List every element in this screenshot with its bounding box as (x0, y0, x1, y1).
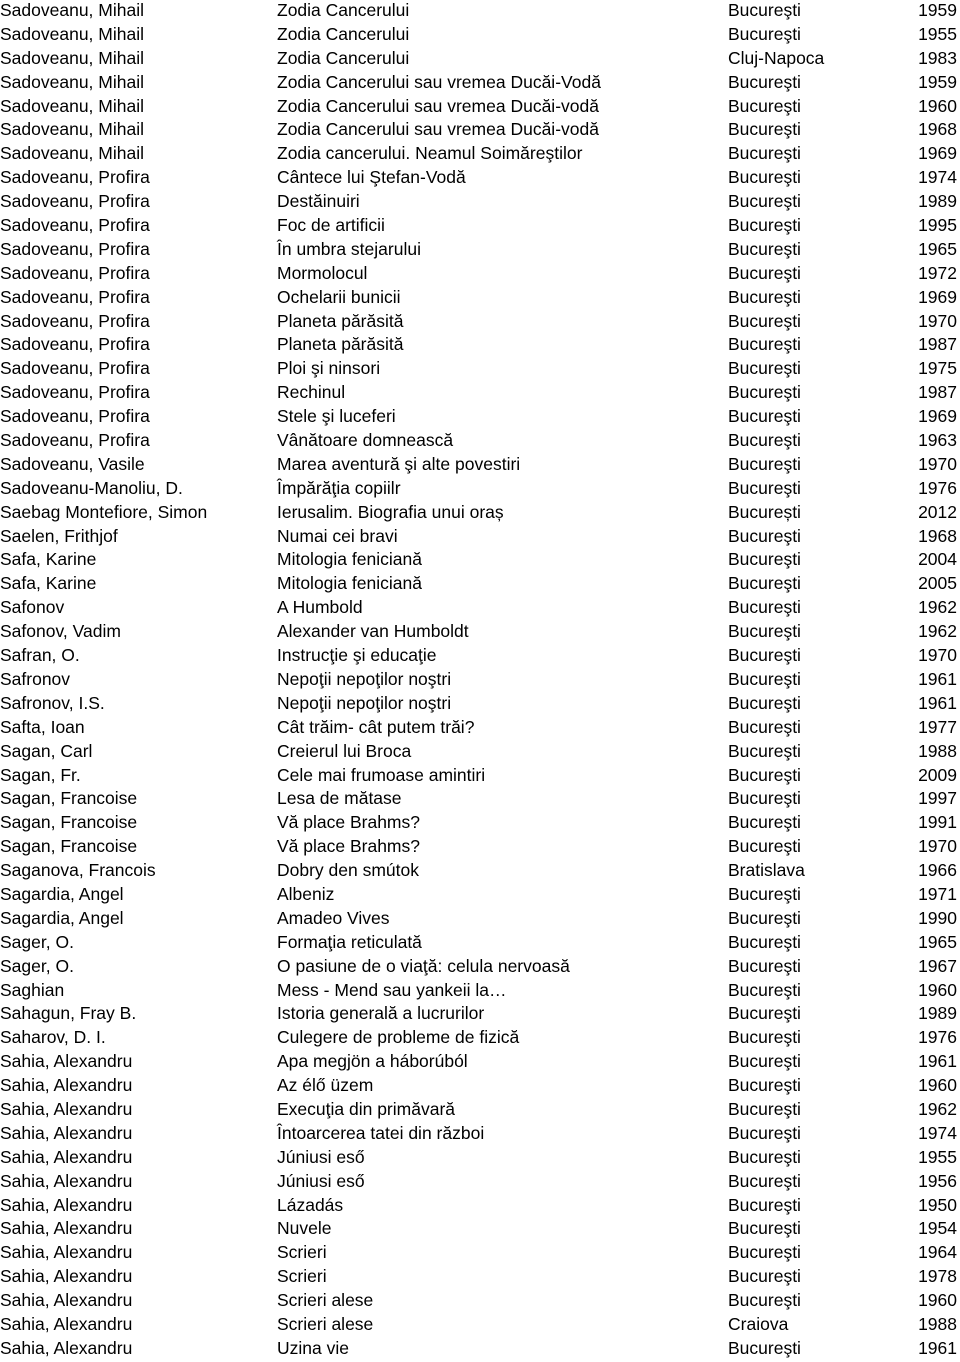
catalog-row (0, 0, 960, 24)
catalog-row (0, 526, 960, 550)
author-cell: Sahia, Alexandru (0, 1098, 133, 1119)
title-cell: Instrucţie şi educaţie (277, 645, 437, 666)
title-cell: Execuţia din primăvară (277, 1098, 455, 1119)
year-cell: 1960 (918, 979, 957, 1000)
title-cell: Scrieri alese (277, 1290, 374, 1311)
city-cell: Cluj-Napoca (728, 47, 825, 68)
year-cell: 1969 (918, 143, 957, 164)
author-cell: Safonov, Vadim (0, 621, 121, 642)
city-cell: Bucureşti (728, 692, 801, 713)
city-cell: Bucureşti (728, 1337, 801, 1358)
year-cell: 1995 (918, 215, 957, 236)
title-cell: Albeniz (277, 883, 335, 904)
city-cell: Bucureşti (728, 1075, 801, 1096)
year-cell: 1987 (918, 334, 957, 355)
catalog-row (0, 48, 960, 72)
catalog-row (0, 1075, 960, 1099)
title-cell: Zodia Cancerului (277, 23, 410, 44)
city-cell: Bucureşti (728, 143, 801, 164)
title-cell: Împărăţia copiilr (277, 477, 401, 498)
catalog-row (0, 549, 960, 573)
catalog-row (0, 693, 960, 717)
title-cell: Mitologia feniciană (277, 549, 422, 570)
city-cell: București (728, 501, 801, 522)
author-cell: Sager, O. (0, 931, 74, 952)
year-cell: 1959 (918, 71, 957, 92)
city-cell: Bucureşti (728, 262, 801, 283)
year-cell: 1970 (918, 310, 957, 331)
author-cell: Safa, Karine (0, 549, 97, 570)
title-cell: Zodia Cancerului (277, 0, 410, 20)
author-cell: Saghian (0, 979, 65, 1000)
city-cell: Bucureşti (728, 740, 801, 761)
city-cell: Bucureşti (728, 1122, 801, 1143)
city-cell: Bucureşti (728, 597, 801, 618)
city-cell: Bucureşti (728, 955, 801, 976)
catalog-row (0, 884, 960, 908)
year-cell: 1970 (918, 453, 957, 474)
year-cell: 1974 (918, 167, 957, 188)
author-cell: Sahia, Alexandru (0, 1242, 133, 1263)
city-cell: Bucureşti (728, 430, 801, 451)
author-cell: Saganova, Francois (0, 860, 156, 881)
title-cell: Scrieri (277, 1242, 327, 1263)
author-cell: Sager, O. (0, 955, 74, 976)
title-cell: Dobry den smútok (277, 860, 420, 881)
catalog-row (0, 96, 960, 120)
catalog-row (0, 621, 960, 645)
year-cell: 1960 (918, 1290, 957, 1311)
title-cell: Lázadás (277, 1194, 344, 1215)
year-cell: 1960 (918, 1075, 957, 1096)
catalog-row (0, 143, 960, 167)
year-cell: 1964 (918, 1242, 957, 1263)
catalog-row (0, 573, 960, 597)
catalog-row (0, 239, 960, 263)
title-cell: Lesa de mătase (277, 788, 402, 809)
catalog-row (0, 191, 960, 215)
city-cell: Bucureşti (728, 812, 801, 833)
year-cell: 1997 (918, 788, 957, 809)
year-cell: 1960 (918, 95, 957, 116)
title-cell: Scrieri alese (277, 1313, 374, 1334)
year-cell: 1965 (918, 238, 957, 259)
city-cell: Bucureşti (728, 1003, 801, 1024)
city-cell: Bucureşti (728, 71, 801, 92)
author-cell: Sahia, Alexandru (0, 1290, 133, 1311)
city-cell: Bucureşti (728, 477, 801, 498)
city-cell: Bucureşti (728, 883, 801, 904)
catalog-row (0, 1338, 960, 1362)
city-cell: Bucureşti (728, 668, 801, 689)
catalog-row (0, 860, 960, 884)
title-cell: Zodia cancerului. Neamul Soimăreştilor (277, 143, 583, 164)
city-cell: Bucureşti (728, 1290, 801, 1311)
year-cell: 1965 (918, 931, 957, 952)
author-cell: Sahia, Alexandru (0, 1194, 133, 1215)
catalog-row (0, 1171, 960, 1195)
catalog-row (0, 406, 960, 430)
city-cell: Bucureşti (728, 621, 801, 642)
title-cell: Az élő üzem (277, 1075, 374, 1096)
catalog-row (0, 908, 960, 932)
year-cell: 1950 (918, 1194, 957, 1215)
year-cell: 1970 (918, 645, 957, 666)
author-cell: Sagan, Fr. (0, 764, 81, 785)
catalog-row (0, 597, 960, 621)
year-cell: 1975 (918, 358, 957, 379)
author-cell: Safonov (0, 597, 65, 618)
author-cell: Safta, Ioan (0, 716, 85, 737)
city-cell: Bucureşti (728, 406, 801, 427)
title-cell: O pasiune de o viaţă: celula nervoasă (277, 955, 570, 976)
author-cell: Sadoveanu, Profira (0, 238, 150, 259)
city-cell: Bucureşti (728, 645, 801, 666)
author-cell: Sagan, Francoise (0, 788, 138, 809)
title-cell: Mormolocul (277, 262, 368, 283)
author-cell: Sagan, Francoise (0, 836, 138, 857)
city-cell: Craiova (728, 1313, 789, 1334)
author-cell: Sahia, Alexandru (0, 1051, 133, 1072)
title-cell: Nuvele (277, 1218, 332, 1239)
author-cell: Sagan, Carl (0, 740, 93, 761)
title-cell: Ierusalim. Biografia unui oraș (277, 501, 504, 522)
year-cell: 1972 (918, 262, 957, 283)
title-cell: Numai cei bravi (277, 525, 398, 546)
city-cell: Bucureşti (728, 1098, 801, 1119)
year-cell: 1991 (918, 812, 957, 833)
catalog-row (0, 1290, 960, 1314)
author-cell: Sadoveanu, Mihail (0, 71, 144, 92)
catalog-row (0, 478, 960, 502)
city-cell: Bucureşti (728, 573, 801, 594)
author-cell: Sadoveanu, Profira (0, 334, 150, 355)
city-cell: Bucureşti (728, 764, 801, 785)
author-cell: Sadoveanu, Mihail (0, 0, 144, 20)
catalog-row (0, 334, 960, 358)
year-cell: 1955 (918, 23, 957, 44)
author-cell: Sadoveanu, Mihail (0, 143, 144, 164)
author-cell: Sahia, Alexandru (0, 1313, 133, 1334)
year-cell: 1961 (918, 692, 957, 713)
year-cell: 1977 (918, 716, 957, 737)
year-cell: 1956 (918, 1170, 957, 1191)
author-cell: Sadoveanu, Profira (0, 286, 150, 307)
title-cell: Cât trăim- cât putem trăi? (277, 716, 475, 737)
author-cell: Sadoveanu, Profira (0, 358, 150, 379)
author-cell: Saelen, Frithjof (0, 525, 118, 546)
city-cell: Bucureşti (728, 1146, 801, 1167)
catalog-row (0, 311, 960, 335)
author-cell: Sadoveanu, Profira (0, 262, 150, 283)
year-cell: 1955 (918, 1146, 957, 1167)
year-cell: 1961 (918, 1337, 957, 1358)
year-cell: 1990 (918, 907, 957, 928)
title-cell: Cele mai frumoase amintiri (277, 764, 486, 785)
author-cell: Sadoveanu-Manoliu, D. (0, 477, 183, 498)
title-cell: Formaţia reticulată (277, 931, 422, 952)
year-cell: 1962 (918, 1098, 957, 1119)
year-cell: 1961 (918, 1051, 957, 1072)
title-cell: Nepoţii nepoţilor noştri (277, 692, 452, 713)
catalog-row (0, 24, 960, 48)
catalog-row (0, 669, 960, 693)
author-cell: Sadoveanu, Mihail (0, 47, 144, 68)
city-cell: Bucureşti (728, 23, 801, 44)
author-cell: Sadoveanu, Vasile (0, 453, 145, 474)
city-cell: Bucureşti (728, 358, 801, 379)
city-cell: Bucureşti (728, 716, 801, 737)
catalog-row (0, 765, 960, 789)
author-cell: Sahia, Alexandru (0, 1122, 133, 1143)
year-cell: 1978 (918, 1266, 957, 1287)
catalog-row (0, 1242, 960, 1266)
title-cell: Uzina vie (277, 1337, 349, 1358)
year-cell: 1988 (918, 740, 957, 761)
catalog-row (0, 502, 960, 526)
year-cell: 1961 (918, 668, 957, 689)
title-cell: Foc de artificii (277, 215, 385, 236)
title-cell: Vă place Brahms? (277, 812, 420, 833)
title-cell: Apa megjön a háborúból (277, 1051, 468, 1072)
catalog-row (0, 741, 960, 765)
catalog-row (0, 1051, 960, 1075)
year-cell: 1988 (918, 1313, 957, 1334)
title-cell: A Humbold (277, 597, 363, 618)
city-cell: Bucureşti (728, 1218, 801, 1239)
catalog-row (0, 1147, 960, 1171)
author-cell: Sadoveanu, Profira (0, 215, 150, 236)
city-cell: Bucureşti (728, 836, 801, 857)
city-cell: Bucureşti (728, 1051, 801, 1072)
title-cell: Planeta părăsită (277, 310, 404, 331)
title-cell: Vă place Brahms? (277, 836, 420, 857)
title-cell: Nepoţii nepoţilor noştri (277, 668, 452, 689)
catalog-row (0, 1027, 960, 1051)
author-cell: Safa, Karine (0, 573, 97, 594)
title-cell: Destăinuiri (277, 191, 360, 212)
year-cell: 1983 (918, 47, 957, 68)
title-cell: Planeta părăsită (277, 334, 404, 355)
catalog-row (0, 1314, 960, 1338)
author-cell: Safran, O. (0, 645, 80, 666)
catalog-row (0, 454, 960, 478)
year-cell: 1989 (918, 1003, 957, 1024)
title-cell: Zodia Cancerului sau vremea Ducăi-vodă (277, 119, 599, 140)
author-cell: Sadoveanu, Mihail (0, 95, 144, 116)
city-cell: Bratislava (728, 860, 805, 881)
city-cell: Bucureşti (728, 119, 801, 140)
title-cell: Creierul lui Broca (277, 740, 412, 761)
city-cell: Bucureşti (728, 525, 801, 546)
city-cell: Bucureşti (728, 382, 801, 403)
year-cell: 1970 (918, 836, 957, 857)
title-cell: Vânătoare domnească (277, 430, 454, 451)
author-cell: Saharov, D. I. (0, 1027, 106, 1048)
city-cell: Bucureşti (728, 907, 801, 928)
city-cell: Bucureşti (728, 1170, 801, 1191)
catalog-row (0, 358, 960, 382)
title-cell: Stele şi luceferi (277, 406, 396, 427)
year-cell: 1968 (918, 525, 957, 546)
title-cell: Marea aventură şi alte povestiri (277, 453, 521, 474)
title-cell: Întoarcerea tatei din război (277, 1122, 485, 1143)
author-cell: Sahia, Alexandru (0, 1218, 133, 1239)
city-cell: Bucureşti (728, 238, 801, 259)
catalog-row (0, 263, 960, 287)
title-cell: Ochelarii bunicii (277, 286, 401, 307)
catalog-row (0, 645, 960, 669)
author-cell: Sagan, Francoise (0, 812, 138, 833)
year-cell: 1987 (918, 382, 957, 403)
year-cell: 1962 (918, 621, 957, 642)
catalog-row (0, 980, 960, 1004)
year-cell: 1966 (918, 860, 957, 881)
year-cell: 2005 (918, 573, 957, 594)
catalog-row (0, 1195, 960, 1219)
catalog-row (0, 956, 960, 980)
title-cell: Júniusi eső (277, 1170, 365, 1191)
city-cell: Bucureşti (728, 1194, 801, 1215)
catalog-row (0, 215, 960, 239)
title-cell: Júniusi eső (277, 1146, 365, 1167)
year-cell: 1962 (918, 597, 957, 618)
author-cell: Sadoveanu, Profira (0, 406, 150, 427)
year-cell: 2012 (918, 501, 957, 522)
catalog-row (0, 1218, 960, 1242)
title-cell: Culegere de probleme de fizică (277, 1027, 520, 1048)
catalog-row (0, 72, 960, 96)
author-cell: Sagardia, Angel (0, 883, 124, 904)
author-cell: Sahia, Alexandru (0, 1170, 133, 1191)
year-cell: 1974 (918, 1122, 957, 1143)
catalog-row (0, 1123, 960, 1147)
title-cell: Cântece lui Ştefan-Vodă (277, 167, 466, 188)
catalog-row (0, 430, 960, 454)
catalog-row (0, 382, 960, 406)
year-cell: 2009 (918, 764, 957, 785)
city-cell: Bucureşti (728, 95, 801, 116)
year-cell: 1971 (918, 883, 957, 904)
city-cell: Bucureşti (728, 191, 801, 212)
title-cell: Istoria generală a lucrurilor (277, 1003, 485, 1024)
catalog-row (0, 788, 960, 812)
city-cell: Bucureşti (728, 788, 801, 809)
city-cell: Bucureşti (728, 0, 801, 20)
title-cell: Rechinul (277, 382, 346, 403)
catalog-row (0, 1266, 960, 1290)
year-cell: 1976 (918, 1027, 957, 1048)
city-cell: Bucureşti (728, 1027, 801, 1048)
city-cell: Bucureşti (728, 1242, 801, 1263)
city-cell: Bucureşti (728, 979, 801, 1000)
year-cell: 2004 (918, 549, 957, 570)
author-cell: Sadoveanu, Mihail (0, 23, 144, 44)
title-cell: Alexander van Humboldt (277, 621, 469, 642)
year-cell: 1969 (918, 286, 957, 307)
catalog-row (0, 1099, 960, 1123)
city-cell: Bucureşti (728, 931, 801, 952)
title-cell: Zodia Cancerului sau vremea Ducăi-Vodă (277, 71, 601, 92)
city-cell: Bucureşti (728, 453, 801, 474)
title-cell: Zodia Cancerului (277, 47, 410, 68)
author-cell: Sahagun, Fray B. (0, 1003, 137, 1024)
year-cell: 1963 (918, 430, 957, 451)
catalog-row (0, 812, 960, 836)
city-cell: Bucureşti (728, 310, 801, 331)
author-cell: Sadoveanu, Profira (0, 310, 150, 331)
catalog-row (0, 119, 960, 143)
catalog-row (0, 836, 960, 860)
author-cell: Sadoveanu, Profira (0, 430, 150, 451)
title-cell: Mess - Mend sau yankeii la… (277, 979, 507, 1000)
author-cell: Sadoveanu, Mihail (0, 119, 144, 140)
catalog-row (0, 932, 960, 956)
catalog-row (0, 287, 960, 311)
year-cell: 1959 (918, 0, 957, 20)
author-cell: Sahia, Alexandru (0, 1075, 133, 1096)
city-cell: Bucureşti (728, 334, 801, 355)
title-cell: Amadeo Vives (277, 907, 390, 928)
year-cell: 1976 (918, 477, 957, 498)
author-cell: Sahia, Alexandru (0, 1266, 133, 1287)
city-cell: Bucureşti (728, 1266, 801, 1287)
year-cell: 1968 (918, 119, 957, 140)
author-cell: Sagardia, Angel (0, 907, 124, 928)
author-cell: Sadoveanu, Profira (0, 167, 150, 188)
title-cell: Mitologia feniciană (277, 573, 422, 594)
year-cell: 1954 (918, 1218, 957, 1239)
author-cell: Safronov, I.S. (0, 692, 105, 713)
author-cell: Sahia, Alexandru (0, 1146, 133, 1167)
catalog-row (0, 717, 960, 741)
author-cell: Sadoveanu, Profira (0, 382, 150, 403)
city-cell: Bucureşti (728, 167, 801, 188)
title-cell: Ploi şi ninsori (277, 358, 381, 379)
city-cell: Bucureşti (728, 215, 801, 236)
author-cell: Sahia, Alexandru (0, 1337, 133, 1358)
city-cell: Bucureşti (728, 286, 801, 307)
author-cell: Safronov (0, 668, 71, 689)
author-cell: Saebag Montefiore, Simon (0, 501, 208, 522)
title-cell: Zodia Cancerului sau vremea Ducăi-vodă (277, 95, 599, 116)
city-cell: Bucureşti (728, 549, 801, 570)
year-cell: 1989 (918, 191, 957, 212)
title-cell: Scrieri (277, 1266, 327, 1287)
year-cell: 1969 (918, 406, 957, 427)
catalog-row (0, 1003, 960, 1027)
author-cell: Sadoveanu, Profira (0, 191, 150, 212)
title-cell: În umbra stejarului (277, 238, 421, 259)
year-cell: 1967 (918, 955, 957, 976)
catalog-row (0, 167, 960, 191)
